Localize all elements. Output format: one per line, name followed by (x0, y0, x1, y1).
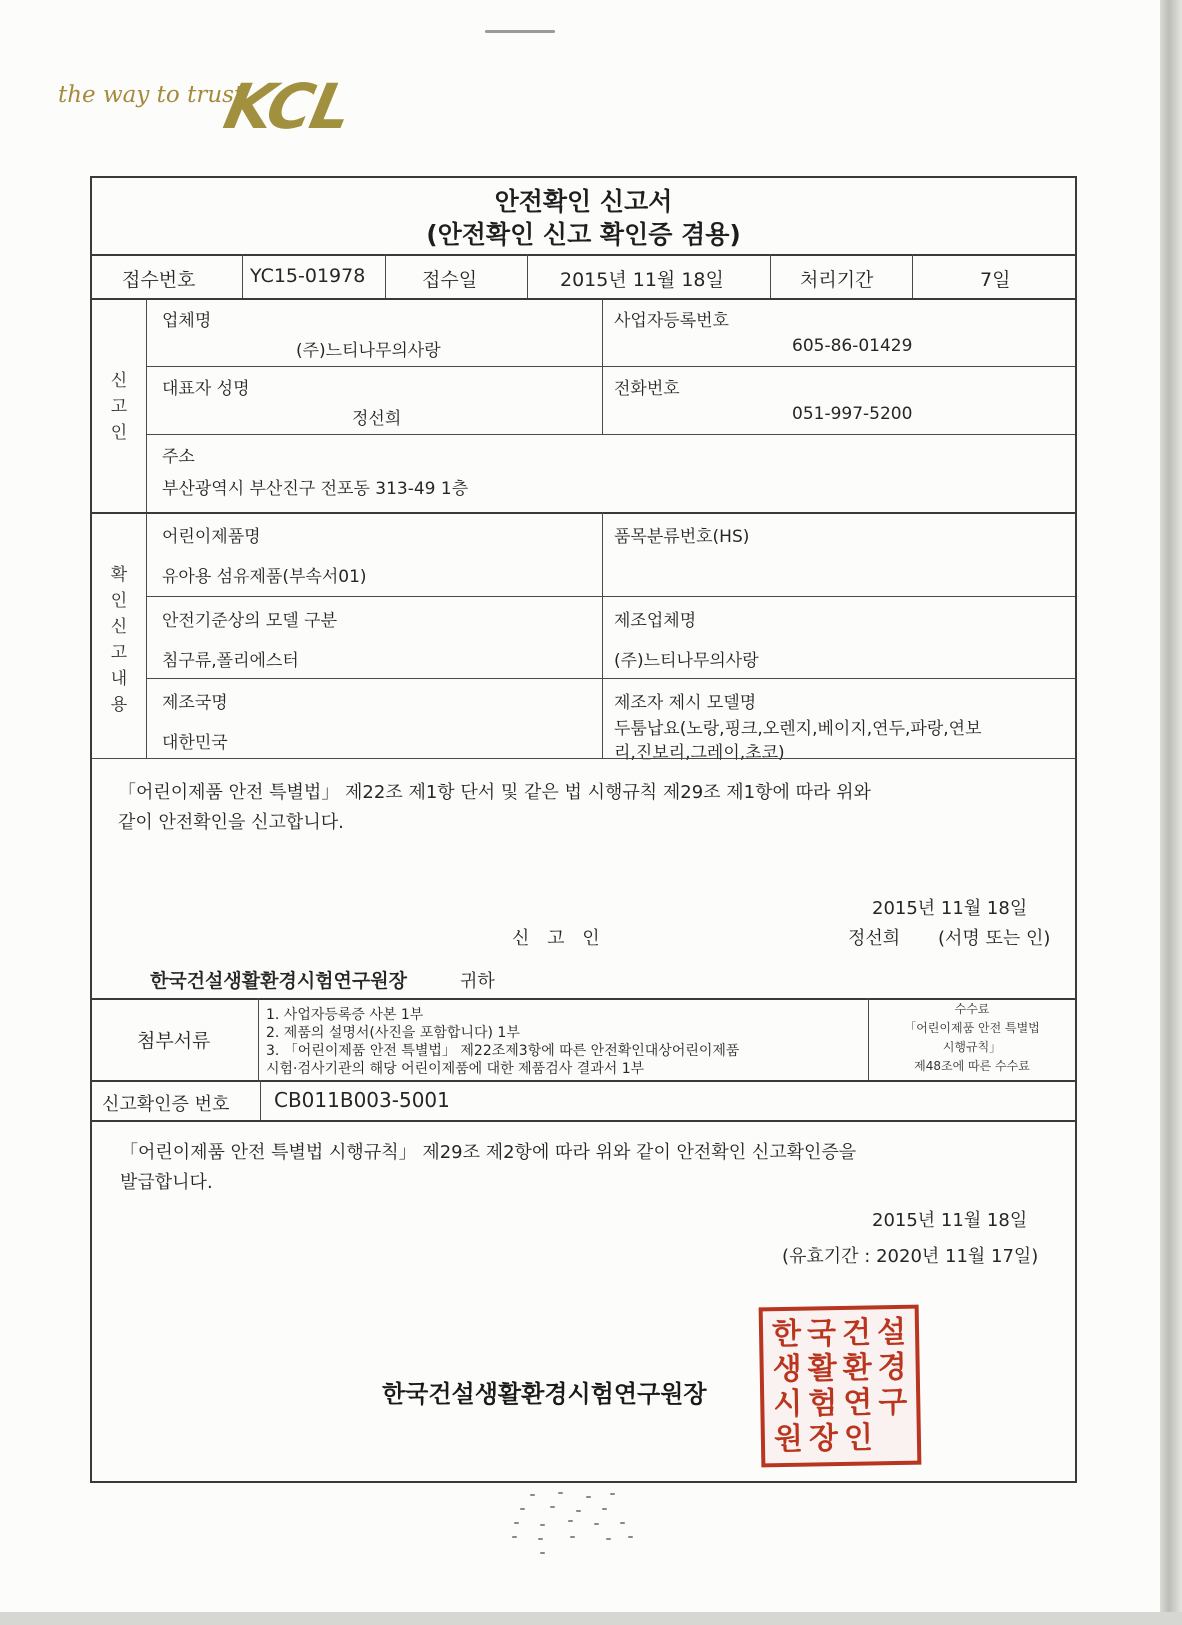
declaration-line2: 같이 안전확인을 신고합니다. (118, 812, 344, 833)
manufacturer-label: 제조업체명 (614, 611, 697, 631)
product-name-value: 유아용 섬유제품(부속서01) (162, 567, 367, 587)
attachment-item-3: 3. 「어린이제품 안전 특별법」 제22조제3항에 따른 안전확인대상어린이제품 (266, 1043, 740, 1059)
attachment-item-2: 2. 제품의 설명서(사진을 포함합니다) 1부 (266, 1025, 520, 1041)
processing-period-label: 처리기간 (800, 269, 874, 291)
signature-note: (서명 또는 인) (938, 928, 1051, 949)
reporter-section-label: 신 고 인 (110, 371, 128, 443)
perforation-marks (510, 1490, 670, 1570)
content-section-label: 확 인 신 고 내 용 (110, 565, 128, 715)
country-value: 대한민국 (162, 733, 228, 753)
attachment-item-3-cont: 시험·검사기관의 해당 어린이제품에 대한 제품검사 결과서 1부 (266, 1061, 645, 1077)
model-name-value-line2: 리,진보리,그레이,초코) (614, 743, 785, 763)
validity-period: (유효기간 : 2020년 11월 17일) (782, 1246, 1039, 1267)
model-category-value: 침구류,폴리에스터 (162, 651, 299, 671)
attachment-item-1: 1. 사업자등록증 사본 1부 (266, 1007, 424, 1023)
reporter-title: 신 고 인 (512, 928, 606, 949)
issuance-line1: 「어린이제품 안전 특별법 시행규칙」 제29조 제2항에 따라 위와 같이 안전확인 신고확인증을 (120, 1142, 857, 1163)
company-name-value: (주)느티나무의사랑 (296, 341, 441, 361)
processing-period-value: 7일 (980, 269, 1011, 291)
reporter-signature-name: 정선희 (848, 928, 901, 949)
hs-code-label: 품목분류번호(HS) (614, 527, 750, 547)
address-value: 부산광역시 부산진구 전포동 313-49 1층 (162, 479, 469, 499)
business-reg-value: 605-86-01429 (792, 336, 913, 356)
receipt-no-value: YC15-01978 (250, 265, 366, 287)
product-name-label: 어린이제품명 (162, 527, 261, 547)
model-name-label: 제조자 제시 모델명 (614, 693, 757, 713)
issuance-date: 2015년 11월 18일 (872, 1210, 1028, 1231)
issuer-name: 한국건설생활환경시험연구원장 (382, 1380, 707, 1408)
official-seal: 한 국 건 설 생 활 환 경 시 험 연 구 원 장 인 (759, 1305, 922, 1468)
phone-label: 전화번호 (614, 379, 680, 399)
paper-edge (1160, 0, 1182, 1625)
staple-mark (485, 30, 555, 33)
declaration-line1: 「어린이제품 안전 특별법」 제22조 제1항 단서 및 같은 법 시행규칙 제29조 제1항에 따라 위와 (118, 782, 871, 803)
company-name-label: 업체명 (162, 311, 212, 331)
phone-value: 051-997-5200 (792, 404, 913, 424)
addressee: 한국건설생활환경시험연구원장 (150, 970, 407, 992)
model-name-value-line1: 두툼납요(노랑,핑크,오렌지,베이지,연두,파랑,연보 (614, 719, 982, 739)
divider (92, 254, 1075, 256)
form-title: 안전확인 신고서 (494, 187, 673, 216)
attachments-label: 첨부서류 (137, 1030, 211, 1052)
business-reg-label: 사업자등록번호 (614, 311, 729, 331)
form-subtitle: (안전확인 신고 확인증 겸용) (426, 220, 741, 249)
address-label: 주소 (162, 447, 195, 467)
certificate-no-value: CB011B003-5001 (274, 1088, 450, 1112)
declaration-date: 2015년 11월 18일 (872, 898, 1028, 919)
receipt-no-label: 접수번호 (122, 269, 196, 291)
logo-tagline: the way to trust (58, 82, 244, 108)
paper-edge-bottom (0, 1612, 1182, 1625)
representative-value: 정선희 (352, 409, 402, 429)
manufacturer-value: (주)느티나무의사랑 (614, 651, 759, 671)
certificate-no-label: 신고확인증 번호 (102, 1094, 230, 1115)
report-form (90, 176, 1077, 1483)
issuance-line2: 발급합니다. (120, 1172, 213, 1193)
receipt-date-value: 2015년 11월 18일 (560, 269, 724, 291)
addressee-suffix: 귀하 (460, 971, 495, 992)
country-label: 제조국명 (162, 693, 228, 713)
receipt-date-label: 접수일 (422, 269, 478, 291)
logo-brand: KCL (218, 70, 357, 143)
fee-note: 수수료 「어린이제품 안전 특별법 시행규칙」 제48조에 따른 수수료 (904, 1002, 1040, 1073)
model-category-label: 안전기준상의 모델 구분 (162, 611, 338, 631)
representative-label: 대표자 성명 (162, 379, 250, 399)
